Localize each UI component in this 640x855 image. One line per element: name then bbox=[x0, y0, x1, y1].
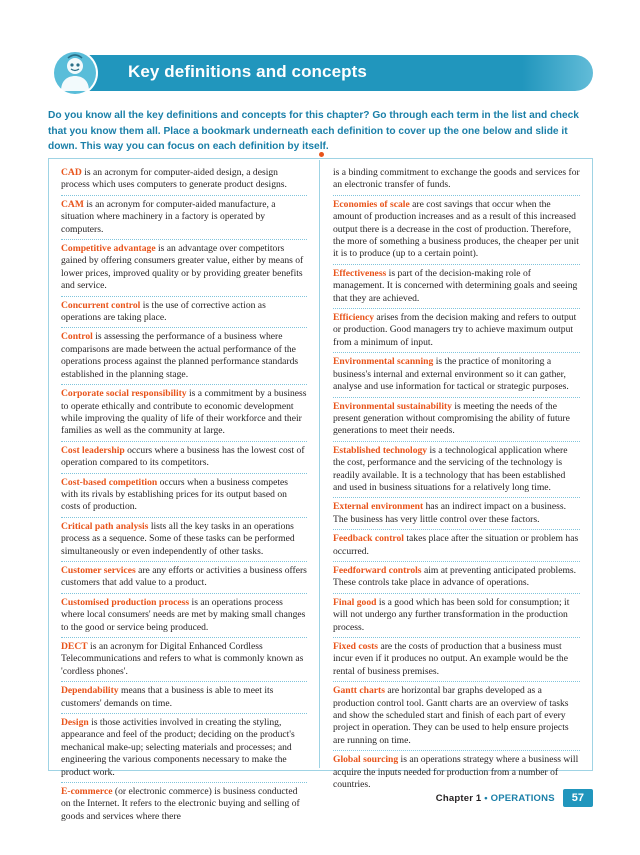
definition-term: Critical path analysis bbox=[61, 520, 149, 532]
definition-term: External environment bbox=[333, 501, 424, 513]
definition-entry bbox=[333, 199, 580, 265]
definition-text: takes place after the situation or problem has occurred. bbox=[333, 533, 579, 557]
definition-entry bbox=[333, 268, 580, 309]
definition-text: is a technological application where the cost, performance and the servicing of the technology is readily available. It is a technology that has been established and used in business situations for a relatively long time. bbox=[333, 444, 568, 493]
definition-text: is an acronym for computer-aided design, a design process which uses computers to generate product designs. bbox=[61, 167, 287, 191]
definition-text: is the use of corrective action as operations are taking place. bbox=[61, 299, 266, 324]
definition-entry bbox=[333, 597, 580, 638]
lightbulb-person-icon bbox=[48, 49, 102, 97]
section-header bbox=[48, 55, 593, 95]
definition-entry bbox=[333, 356, 580, 397]
definition-entry bbox=[61, 717, 307, 783]
definition-text: is a good which has been sold for consumption; it will not undergo any further transformation in the production process. bbox=[333, 596, 570, 633]
definition-text: has an indirect impact on a business. The business has very little control over these factors. bbox=[333, 501, 566, 525]
definition-term: Global sourcing bbox=[333, 754, 399, 766]
definition-entry bbox=[61, 199, 307, 240]
definition-term: Economies of scale bbox=[333, 198, 410, 210]
page-footer bbox=[436, 789, 593, 807]
definition-entry bbox=[333, 167, 580, 196]
definition-term: Control bbox=[61, 331, 93, 343]
definition-text: is part of the decision-making role of management. It is concerned with determining goals and seeing that they are achieved. bbox=[333, 267, 578, 304]
definition-entry bbox=[61, 167, 307, 196]
definition-entry bbox=[333, 565, 580, 594]
definition-entry bbox=[61, 597, 307, 638]
definition-term: Feedforward controls bbox=[333, 564, 422, 576]
definition-term: DECT bbox=[61, 641, 88, 652]
definition-text: are the costs of production that a business must incur even if it produces no output. An example would be the rental of business premises. bbox=[333, 641, 568, 677]
definition-text: arises from the decision making and refers to output or production. Good managers try to achieve maximum output from a minimum of input. bbox=[333, 312, 577, 348]
definition-text: occurs where a business has the lowest cost of operation compared to its competitors. bbox=[61, 444, 305, 469]
definition-text: is a commitment by a business to operate ethically and contribute to economic development while improving the quality of life of their workforce and their families as well as the community at large. bbox=[61, 388, 307, 437]
definition-entry bbox=[61, 786, 307, 826]
definition-text: is an acronym for Digital Enhanced Cordless Telecommunications and refers to what is commonly known as 'cordless phones'. bbox=[61, 641, 304, 677]
definition-term: Fixed costs bbox=[333, 641, 379, 652]
definition-entry bbox=[61, 477, 307, 518]
definition-text: are cost savings that occur when the amount of production increases and as a result of this increased output there is a decrease in the cost of production. Therefore, the more of something a business produces, the cheaper per unit it is to produce (up to a certain point). bbox=[333, 198, 579, 260]
definition-text: means that a business is able to meet its customers' demands on time. bbox=[61, 685, 274, 709]
definition-term: Concurrent control bbox=[61, 299, 141, 311]
right-column bbox=[320, 160, 592, 791]
definition-term: Environmental scanning bbox=[333, 356, 434, 368]
definition-term: Gantt charts bbox=[333, 685, 385, 697]
definition-term: Cost-based competition bbox=[61, 476, 158, 488]
definition-term: Final good bbox=[333, 596, 377, 608]
definition-term: Design bbox=[61, 717, 89, 729]
definition-entry bbox=[333, 445, 580, 499]
footer-separator: • bbox=[481, 792, 491, 804]
definition-term: CAM bbox=[61, 198, 84, 210]
definition-term: Dependability bbox=[61, 685, 119, 697]
column-divider-marker bbox=[319, 152, 324, 157]
definition-term: E-commerce bbox=[61, 786, 113, 798]
definition-term: Environmental sustainability bbox=[333, 400, 452, 412]
definition-text: is an acronym for computer-aided manufacture, a situation where machinery in a factory is operated by computers. bbox=[61, 198, 276, 235]
definition-entry bbox=[61, 243, 307, 297]
definition-term: Customised production process bbox=[61, 596, 190, 608]
definition-entry bbox=[333, 501, 580, 530]
definition-entry bbox=[61, 641, 307, 682]
definition-entry bbox=[61, 521, 307, 562]
definition-term: CAD bbox=[61, 167, 82, 178]
definition-term: Effectiveness bbox=[333, 267, 387, 279]
definition-entry bbox=[333, 312, 580, 353]
footer-section: OPERATIONS bbox=[490, 792, 555, 804]
definition-text: is an advantage over competitors gained by offering consumers greater value, either by means of lower prices, improved quality or by providing greater benefits and service. bbox=[61, 243, 304, 292]
definition-term: Cost leadership bbox=[61, 444, 125, 456]
definition-text: is the practice of monitoring a business's internal and external environment so it can gather, analyse and use information for tactical or strategic purposes. bbox=[333, 356, 569, 393]
definition-text: is those activities involved in creating the styling, appearance and feel of the product; deciding on the product's mechanical make-up; selecting materials and processes; and engineering the various components necessary to make the product work. bbox=[61, 717, 295, 778]
definition-text: occurs when a business competes with its rivals by establishing prices for its output based on costs of production. bbox=[61, 476, 289, 513]
definition-term: Established technology bbox=[333, 444, 428, 456]
definition-entry bbox=[61, 331, 307, 385]
definition-term: Competitive advantage bbox=[61, 243, 156, 255]
page-title: Key definitions and concepts bbox=[128, 62, 367, 81]
definition-text: (or electronic commerce) is business conducted on the Internet. It refers to the electronic buying and selling of goods and services where there bbox=[61, 786, 300, 822]
definition-entry bbox=[333, 401, 580, 442]
definition-term: Customer services bbox=[61, 564, 136, 576]
definition-text: is an operations process where local consumers' needs are met by making small changes to the good or service being produced. bbox=[61, 596, 306, 633]
footer-chapter: Chapter 1 bbox=[435, 792, 482, 804]
definition-text: is assessing the performance of a business where comparisons are made between the actual performance of the operations process against the planned performance standards established in the planning stage. bbox=[61, 331, 299, 380]
page-number: 57 bbox=[563, 789, 593, 807]
definition-text: lists all the key tasks in an operations process as a sequence. Some of these tasks can be performed simultaneously or even independently of other tasks. bbox=[61, 520, 295, 557]
definition-entry bbox=[333, 641, 580, 682]
definition-text: is a binding commitment to exchange the goods and services for an electronic transfer of funds. bbox=[333, 167, 580, 191]
definition-text: is meeting the needs of the present generation without compromising the ability of future generations to meet their needs. bbox=[333, 400, 570, 437]
definition-term: Corporate social responsibility bbox=[61, 388, 187, 400]
definition-term: Efficiency bbox=[333, 312, 375, 324]
definition-text: are horizontal bar graphs developed as a production control tool. Gantt charts are an overview of tasks and show the scheduled start and finish of each part of every project in operation. They can be used to help ensure projects are running on time. bbox=[333, 685, 569, 746]
definition-entry bbox=[61, 445, 307, 474]
definition-entry bbox=[333, 685, 580, 751]
left-column bbox=[48, 160, 320, 822]
definition-entry bbox=[61, 685, 307, 714]
definition-text: is an operations strategy where a business will acquire the inputs needed for production from a number of countries. bbox=[333, 754, 579, 791]
definition-term: Feedback control bbox=[333, 533, 404, 545]
definition-entry bbox=[61, 388, 307, 442]
definition-entry bbox=[333, 533, 580, 562]
definition-text: aim at preventing anticipated problems. These controls take place in advance of operations. bbox=[333, 564, 577, 589]
intro-text: Do you know all the key definitions and concepts for this chapter? Go through each term in the list and check that you know them all. Place a bookmark underneath each definition to cover up the one below and slide it down. This way you can focus on each definition by itself. bbox=[48, 110, 579, 152]
footer-label bbox=[436, 793, 555, 804]
definition-entry bbox=[61, 565, 307, 594]
definition-text: are any efforts or activities a business offers customers that add value to a product. bbox=[61, 564, 307, 589]
definition-entry bbox=[61, 300, 307, 329]
